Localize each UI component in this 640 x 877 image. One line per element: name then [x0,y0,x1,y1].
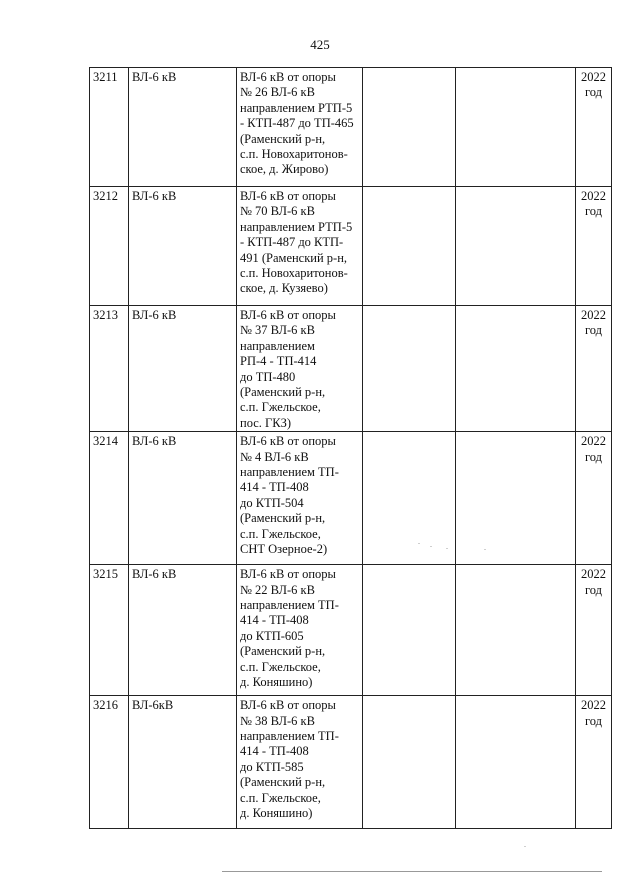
object-type-cell: ВЛ-6 кВ [129,565,237,696]
object-type-cell: ВЛ-6 кВ [129,306,237,432]
table-row [90,565,612,696]
row-number-cell: 3214 [90,432,129,565]
object-description-cell: ВЛ-6 кВ от опоры № 4 ВЛ-6 кВ направлением ТП- 414 - ТП-408 до КТП-504 (Раменский р-н, с.п. Гжельское, СНТ Озерное-2) [237,432,363,565]
registry-table [89,67,612,829]
table-row [90,306,612,432]
year-cell: 2022 год [576,565,612,696]
object-description-cell: ВЛ-6 кВ от опоры № 26 ВЛ-6 кВ направлением РТП-5 - КТП-487 до ТП-465 (Раменский р-н, с.п. Новохаритонов- ское, д. Жирово) [237,68,363,187]
empty-cell [363,68,456,187]
year-cell: 2022 год [576,306,612,432]
empty-cell [363,432,456,565]
row-number-cell: 3213 [90,306,129,432]
empty-cell [363,187,456,306]
empty-cell [456,565,576,696]
object-description-cell: ВЛ-6 кВ от опоры № 22 ВЛ-6 кВ направлением ТП- 414 - ТП-408 до КТП-605 (Раменский р-н, с.п. Гжельское, д. Коняшино) [237,565,363,696]
table-row [90,696,612,829]
row-number-cell: 3211 [90,68,129,187]
year-cell: 2022 год [576,68,612,187]
scan-speck [446,548,448,549]
table-row [90,68,612,187]
year-cell: 2022 год [576,432,612,565]
row-number-cell: 3215 [90,565,129,696]
table-row [90,187,612,306]
page-number: 425 [310,37,330,52]
scan-speck [418,543,420,544]
empty-cell [456,187,576,306]
object-description-cell: ВЛ-6 кВ от опоры № 38 ВЛ-6 кВ направлением ТП- 414 - ТП-408 до КТП-585 (Раменский р-н, с.п. Гжельское, д. Коняшино) [237,696,363,829]
empty-cell [363,565,456,696]
empty-cell [363,696,456,829]
scan-speck [484,549,486,550]
year-cell: 2022 год [576,696,612,829]
empty-cell [456,68,576,187]
empty-cell [363,306,456,432]
object-type-cell: ВЛ-6 кВ [129,187,237,306]
object-type-cell: ВЛ-6кВ [129,696,237,829]
object-description-cell: ВЛ-6 кВ от опоры № 37 ВЛ-6 кВ направлением РП-4 - ТП-414 до ТП-480 (Раменский р-н, с.п. Гжельское, пос. ГКЗ) [237,306,363,432]
row-number-cell: 3212 [90,187,129,306]
scan-speck [430,546,432,547]
empty-cell [456,306,576,432]
object-type-cell: ВЛ-6 кВ [129,68,237,187]
object-description-cell: ВЛ-6 кВ от опоры № 70 ВЛ-6 кВ направлением РТП-5 - КТП-487 до КТП- 491 (Раменский р-н, с.п. Новохаритонов- ское, д. Кузяево) [237,187,363,306]
scan-speck [524,846,526,847]
table-row [90,432,612,565]
object-type-cell: ВЛ-6 кВ [129,432,237,565]
year-cell: 2022 год [576,187,612,306]
row-number-cell: 3216 [90,696,129,829]
empty-cell [456,696,576,829]
scan-edge-line [222,871,602,872]
empty-cell [456,432,576,565]
